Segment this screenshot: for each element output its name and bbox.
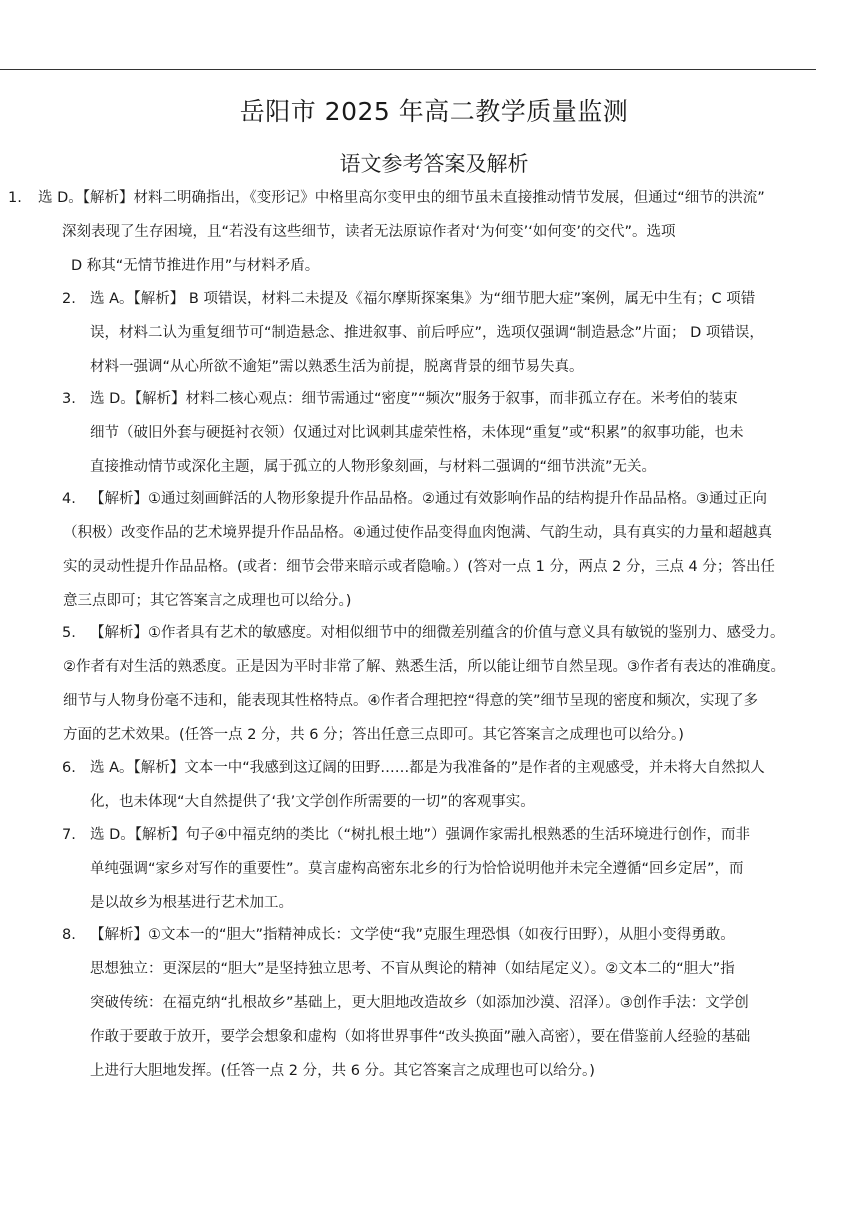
question-number: 4. [62, 491, 76, 507]
answer-text: 实的灵动性提升作品品格。(或者：细节会带来暗示或者隐喻。）(答对一点 1 分，两点 2 分，三点 4 分；答出任 [63, 559, 775, 575]
answer-text: 选 D。【解析】材料二明确指出，《变形记》中格里高尔变甲虫的细节虽未直接推动情节发展，但通过“细节的洪流” [38, 190, 765, 206]
question-number: 8. [62, 927, 76, 943]
answer-text: 化，也未体现“大自然提供了‘我’文学创作所需要的一切”的客观事实。 [90, 794, 535, 810]
answer-text: 是以故乡为根基进行艺术加工。 [90, 895, 293, 911]
answer-text: 选 D。【解析】句子④中福克纳的类比（“树扎根土地”）强调作家需扎根熟悉的生活环境进行创作，而非 [90, 827, 751, 843]
answer-text: 思想独立：更深层的“胆大”是坚持独立思考、不盲从舆论的精神（如结尾定义）。②文本二的“胆大”指 [90, 961, 735, 977]
answer-text: 深刻表现了生存困境，且“若没有这些细节，读者无法原谅作者对‘为何变’‘如何变’的交代”。选项 [62, 224, 676, 240]
answer-text: 【解析】①文本一的“胆大”指精神成长：文学使“我”克服生理恐惧（如夜行田野），从胆小变得勇敢。 [90, 927, 735, 943]
answer-text: 材料一强调“从心所欲不逾矩”需以熟悉生活为前提，脱离背景的细节易失真。 [90, 359, 584, 375]
answer-text: 【解析】①通过刻画鲜活的人物形象提升作品品格。②通过有效影响作品的结构提升作品品格。③通过正向 [90, 491, 767, 507]
page-subtitle: 语文参考答案及解析 [339, 152, 529, 176]
answer-text: ②作者有对生活的熟悉度。正是因为平时非常了解、熟悉生活，所以能让细节自然呈现。③作者有表达的准确度。 [63, 659, 785, 675]
answer-text: 上进行大胆地发挥。(任答一点 2 分，共 6 分。其它答案言之成理也可以给分。) [90, 1063, 595, 1079]
answer-text: 方面的艺术效果。(任答一点 2 分，共 6 分；答出任意三点即可。其它答案言之成理也可以给分。) [63, 727, 684, 743]
question-number: 5. [62, 625, 76, 641]
question-number: 6. [62, 760, 76, 776]
answer-text: 直接推动情节或深化主题，属于孤立的人物形象刻画，与材料二强调的“细节洪流”无关。 [90, 459, 657, 475]
answer-text: 选 D。【解析】材料二核心观点：细节需通过“密度”“频次”服务于叙事，而非孤立存在。米考伯的装束 [90, 391, 738, 407]
question-number: 3. [62, 391, 76, 407]
question-number: 7. [62, 827, 76, 843]
answer-text: 细节（破旧外套与硬挺衬衣领）仅通过对比讽刺其虚荣性格，未体现“重复”或“积累”的叙事功能，也未 [90, 425, 744, 441]
answer-text: （积极）改变作品的艺术境界提升作品品格。④通过使作品变得血肉饱满、气韵生动，具有真实的力量和超越真 [63, 525, 772, 541]
answer-text: 意三点即可；其它答案言之成理也可以给分。) [63, 593, 352, 609]
answer-text: 单纯强调“家乡对写作的重要性”。莫言虚构高密东北乡的行为恰恰说明他并未完全遵循“回乡定居”，而 [90, 861, 744, 877]
question-number: 2. [62, 291, 76, 307]
answer-text: 选 A。【解析】文本一中“我感到这辽阔的田野……都是为我准备的”是作者的主观感受，并未将大自然拟人 [90, 760, 765, 776]
answer-text: 细节与人物身份毫不违和，能表现其性格特点。④作者合理把控“得意的笑”细节呈现的密度和频次，实现了多 [63, 693, 759, 709]
answer-text: 突破传统：在福克纳“扎根故乡”基础上，更大胆地改造故乡（如添加沙漠、沼泽）。③创作手法：文学创 [90, 995, 749, 1011]
question-number: 1. [8, 190, 22, 206]
page-title: 岳阳市 2025 年高二教学质量监测 [239, 97, 629, 126]
answer-text: 作敢于要敢于放开，要学会想象和虚构（如将世界事件“改头换面”融入高密），要在借鉴前人经验的基础 [90, 1029, 751, 1045]
answer-text: 误，材料二认为重复细节可“制造悬念、推进叙事、前后呼应”，选项仅强调“制造悬念”片面； D 项错误， [90, 325, 764, 341]
answer-text: D 称其“无情节推进作用”与材料矛盾。 [71, 258, 320, 274]
answer-text: 【解析】①作者具有艺术的敏感度。对相似细节中的细微差别蕴含的价值与意义具有敏锐的鉴别力、感受力。 [90, 625, 785, 641]
top-rule [0, 69, 816, 70]
answer-text: 选 A。【解析】 B 项错误，材料二未提及《福尔摩斯探案集》为“细节肥大症”案例，属无中生有；C 项错 [90, 291, 756, 307]
